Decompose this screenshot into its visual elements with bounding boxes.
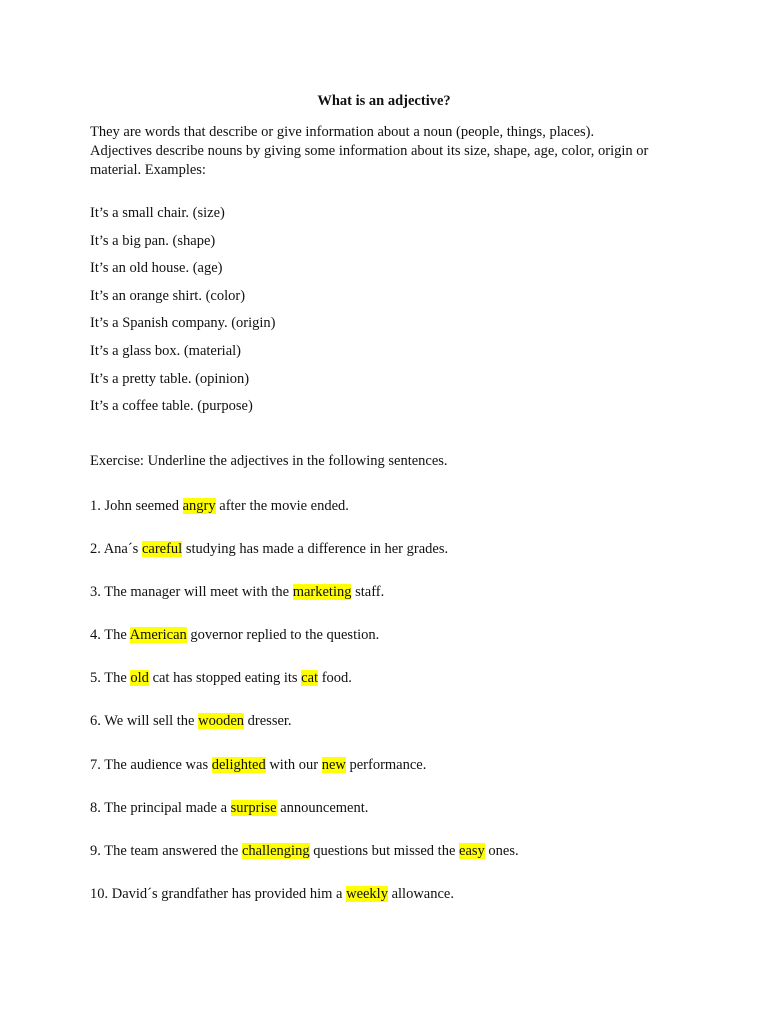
intro-line: material. Examples: — [90, 162, 206, 178]
sentence-text: 6. We will sell the — [90, 713, 199, 730]
example-item: It’s a Spanish company. (origin) — [90, 315, 276, 332]
highlighted-adjective: new — [321, 756, 346, 773]
highlighted-adjective: marketing — [292, 584, 352, 601]
exercise-sentence — [90, 885, 519, 928]
sentence-text: allowance. — [387, 885, 454, 902]
highlighted-adjective: weekly — [346, 885, 388, 902]
sentence-text: 9. The team answered the — [90, 842, 242, 859]
highlighted-adjective: American — [129, 627, 187, 644]
sentence-text: after the movie ended. — [215, 498, 349, 514]
intro-line: Adjectives describe nouns by giving some information about its size, shape, age, color, origin or — [90, 143, 649, 159]
page-title: What is an adjective? — [317, 93, 451, 109]
sentence-text: 1. John seemed — [90, 498, 183, 514]
highlighted-adjective: angry — [182, 498, 216, 514]
example-item: It’s an orange shirt. (color) — [90, 287, 246, 304]
highlighted-adjective: old — [130, 670, 149, 687]
sentence-text: governor replied to the question. — [186, 627, 380, 644]
example-item: It’s a coffee table. (purpose) — [90, 398, 253, 415]
exercise-sentence — [90, 756, 519, 799]
example-item: It’s a pretty table. (opinion) — [90, 370, 250, 387]
exercise-sentence — [90, 540, 519, 583]
sentence-text: 8. The principal made a — [90, 799, 231, 816]
sentence-text: announcement. — [276, 799, 369, 816]
highlighted-adjective: delighted — [211, 756, 266, 773]
intro-paragraph — [90, 123, 690, 180]
sentence-text: cat has stopped eating its — [148, 670, 302, 687]
sentence-text: staff. — [351, 584, 385, 601]
sentence-text: performance. — [345, 756, 427, 773]
exercise-sentences-list — [90, 497, 519, 928]
sentence-text: questions but missed the — [309, 842, 460, 859]
example-item: It’s a big pan. (shape) — [90, 232, 216, 249]
highlighted-adjective: surprise — [230, 799, 277, 816]
examples-list — [90, 204, 276, 425]
exercise-sentence — [90, 583, 519, 626]
sentence-text: 5. The — [90, 670, 131, 687]
exercise-sentence — [90, 842, 519, 885]
sentence-text: with our — [265, 756, 322, 773]
sentence-text: studying has made a difference in her grades. — [182, 541, 449, 558]
highlighted-adjective: careful — [141, 541, 183, 558]
highlighted-adjective: cat — [301, 670, 319, 687]
sentence-text: 4. The — [90, 627, 130, 644]
sentence-text: 10. David´s grandfather has provided him a — [90, 885, 347, 902]
exercise-sentence — [90, 626, 519, 669]
sentence-text: 3. The manager will meet with the — [90, 584, 293, 601]
highlighted-adjective: challenging — [241, 842, 310, 859]
example-item: It’s an old house. (age) — [90, 260, 223, 277]
sentence-text: dresser. — [244, 713, 292, 730]
highlighted-adjective: wooden — [198, 713, 245, 730]
sentence-text: 7. The audience was — [90, 756, 212, 773]
highlighted-adjective: easy — [459, 842, 485, 859]
exercise-instructions: Exercise: Underline the adjectives in the following sentences. — [90, 453, 448, 469]
exercise-sentence — [90, 497, 519, 540]
intro-line: They are words that describe or give information about a noun (people, things, places). — [90, 124, 595, 140]
exercise-sentence — [90, 669, 519, 712]
exercise-sentence — [90, 799, 519, 842]
example-item: It’s a small chair. (size) — [90, 205, 225, 221]
sentence-text: 2. Ana´s — [90, 541, 142, 558]
exercise-sentence — [90, 712, 519, 755]
sentence-text: food. — [318, 670, 352, 687]
example-item: It’s a glass box. (material) — [90, 342, 241, 359]
sentence-text: ones. — [484, 842, 519, 859]
